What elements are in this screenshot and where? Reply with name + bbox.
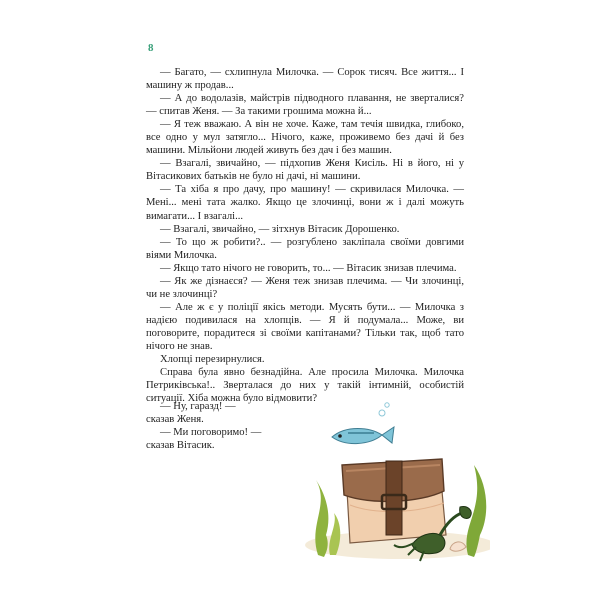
- paragraph: Хлопці перезирнулися.: [160, 354, 265, 366]
- paragraph: — Як же дізнаєся? — Женя теж знизав плечима. — Чи злочинці, чи не злочинці?: [146, 275, 464, 300]
- seaweed-left-icon: [315, 480, 328, 557]
- ending-dialogue: [146, 400, 266, 452]
- paragraph: — То що ж робити?.. — розгублено закліпала своїми довгими віями Милочка.: [146, 236, 464, 261]
- paragraph: — Але ж є у поліції якісь методи. Мусять бути... — Милочка з надією подивилася на хлопців. — Я й подумала... Може, ви поговорите, порадитеся зі своїми капітанами? Тільки так, щоб тато нічого не знав.: [146, 301, 464, 352]
- illustration-bag-underwater: [290, 395, 490, 565]
- body-text: [146, 66, 464, 405]
- paragraph: — А до водолазів, майстрів підводного плавання, не зверталися? — спитав Женя. — За такими грошима можна й...: [146, 93, 464, 118]
- paragraph: — Ми поговоримо! — сказав Вітасик.: [146, 427, 262, 452]
- page-number: 8: [148, 42, 154, 54]
- paragraph: — Якщо тато нічого не говорить, то... — Вітасик знизав плечима.: [160, 262, 457, 274]
- paragraph: — Взагалі, звичайно, — зітхнув Вітасик Дорошенко.: [160, 223, 400, 235]
- leather-bag-icon: [342, 459, 446, 543]
- fish-icon: [332, 403, 394, 444]
- paragraph: Справа була явно безнадійна. Але просила Милочка. Милочка Петриківська!.. Зверталася до них у такій інтимній, особистій ситуації. Хіба можна було відмовити?: [146, 367, 464, 405]
- paragraph: — Ну, гаразд! — сказав Женя.: [146, 401, 236, 426]
- paragraph: — Багато, — схлипнула Милочка. — Сорок тисяч. Все життя... І машину ж продав...: [146, 67, 464, 92]
- paragraph: — Взагалі, звичайно, — підхопив Женя Кисіль. Ні в його, ні у Вітасикових батьків не було ні дачі, ні машини.: [146, 158, 464, 183]
- paragraph: — Та хіба я про дачу, про машину! — скривилася Милочка. — Мені... мені тата жалко. Якщо це злочинці, вони ж і далі можуть вимагати... І взагалі...: [146, 184, 464, 222]
- paragraph: — Я теж вважаю. А він не хоче. Каже, там течія швидка, глибоко, все одно у мул затягло... Нічого, каже, проживемо без дачі й без машини. Мільйони людей живуть без дач і без машин.: [146, 119, 464, 157]
